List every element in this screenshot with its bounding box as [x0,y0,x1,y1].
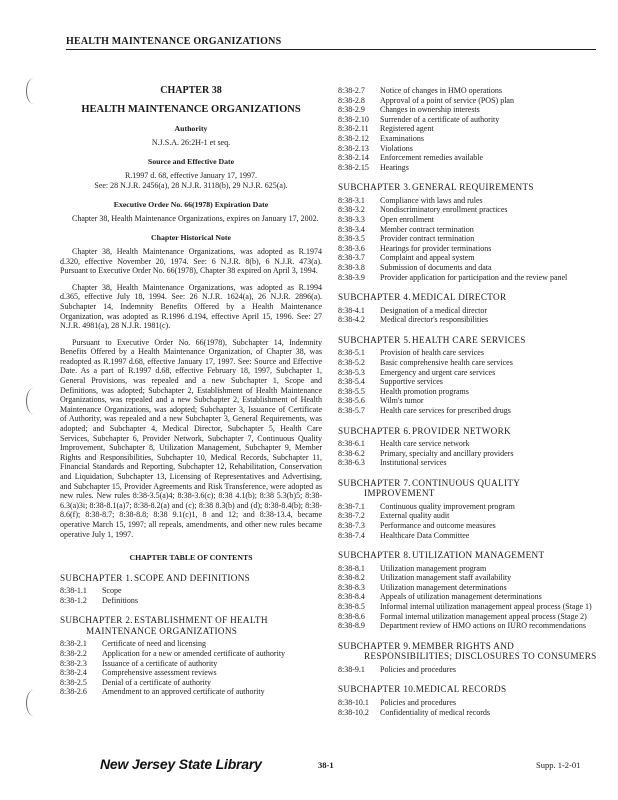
section-title: Definitions [102,595,138,605]
subchapter-label: SUBCHAPTER 10. [338,684,416,695]
toc-entry [338,708,598,718]
section-number: 8:38-7.2 [338,511,365,521]
toc-entry [338,358,598,368]
subchapter-heading [338,335,598,346]
section-number: 8:38-3.4 [338,224,365,234]
section-title: Provision of health care services [380,348,484,358]
section-list [338,665,598,675]
subchapter-label: SUBCHAPTER 5. [338,334,411,345]
header-rule [66,49,596,50]
subchapter-label: SUBCHAPTER 2. [60,615,133,626]
section-number: 8:38-8.4 [338,592,365,602]
subchapter-heading [338,641,598,662]
section-number: 8:38-6.1 [338,439,365,449]
toc-entry [338,196,598,206]
section-number: 8:38-3.8 [338,263,365,272]
section-number: 8:38-10.2 [338,707,369,717]
subchapter-title: ESTABLISHMENT OF HEALTH [134,615,268,626]
section-list [338,502,598,540]
section-number: 8:38-1.2 [60,595,87,605]
section-title: Approval of a point of service (POS) plan [380,95,514,105]
history-heading: Chapter Historical Note [151,233,231,243]
section-number: 8:38-8.9 [338,621,365,631]
toc-entry [338,406,598,416]
toc-entry [338,621,598,631]
section-number: 8:38-2.8 [338,95,365,105]
toc-entry [338,215,598,225]
subchapter-heading [338,426,598,437]
subchapter-heading [338,478,598,499]
section-title: Member contract termination [380,224,474,234]
toc-entry [338,234,598,244]
toc-entry [338,105,598,115]
section-list [338,439,598,468]
section-number: 8:38-5.1 [338,348,365,358]
section-title: Emergency and urgent care services [380,367,496,377]
toc-entry [338,153,598,163]
toc-entry [338,163,598,173]
subchapter-title: GENERAL REQUIREMENTS [412,182,534,193]
subchapter-title-continued: MAINTENANCE ORGANIZATIONS [86,625,238,636]
subchapter-title-continued: RESPONSIBILITIES; DISCLOSURES TO CONSUMERS [364,651,597,662]
toc-entry [60,649,322,659]
running-head: HEALTH MAINTENANCE ORGANIZATIONS [66,36,282,47]
toc-entry [338,225,598,235]
section-list [60,586,322,605]
section-title: Provider application for participation and the review panel [380,272,568,282]
section-title: Denial of a certificate of authority [102,677,212,687]
section-number: 8:38-4.1 [338,305,365,315]
section-title: Application for a new or amended certificate of authority [102,649,286,659]
section-number: 8:38-2.3 [60,658,87,668]
section-title: Utilization management determinations [380,582,507,592]
toc-entry [338,134,598,144]
section-number: 8:38-7.1 [338,501,365,511]
section-number: 8:38-2.4 [60,668,87,678]
source-line: R.1997 d. 68, effective January 17, 1997. [124,170,258,180]
toc-entry [338,521,598,531]
toc-entry [338,449,598,459]
section-number: 8:38-7.4 [338,530,365,540]
exec-order-heading: Executive Order No. 66(1978) Expiration Date [113,200,269,210]
subchapter-heading [60,573,322,584]
toc-entry [60,687,322,697]
section-title: Policies and procedures [380,664,456,674]
source-line: See: 28 N.J.R. 2456(a), 28 N.J.R. 3118(b), 29 N.J.R. 625(a). [94,180,288,190]
section-title: Supportive services [380,377,443,387]
section-title: Healthcare Data Committee [380,530,470,540]
section-list [338,306,598,325]
section-title: Nondiscriminatory enrollment practices [380,205,508,215]
toc-entry [338,511,598,521]
subchapter-heading [338,292,598,303]
section-title: Scope [102,586,122,596]
toc-entry [338,377,598,387]
punch-hole-mark [26,78,41,104]
subchapter-label: SUBCHAPTER 3. [338,182,411,193]
toc-entry [338,387,598,397]
toc-entry [338,665,598,675]
section-title: Institutional services [380,458,447,468]
section-title: Comprehensive assessment reviews [102,668,217,678]
toc-entry [338,273,598,283]
section-title: Designation of a medical director [380,305,488,315]
toc-entry [338,205,598,215]
section-number: 8:38-1.1 [60,586,87,596]
toc-entry [338,86,598,96]
section-number: 8:38-6.2 [338,448,365,458]
authority-text: N.J.S.A. 26:2H-1 et seq. [151,137,231,147]
left-column [60,86,322,697]
section-number: 8:38-5.3 [338,367,365,377]
subchapter-title: MEDICAL RECORDS [415,684,507,695]
page-number: 38-1 [318,760,334,770]
toc-entry [338,115,598,125]
section-title: Surrender of a certificate of authority [380,114,500,124]
section-title: Utilization management program [380,563,487,573]
section-number: 8:38-3.3 [338,215,365,225]
toc-entry [338,531,598,541]
toc-entry [338,396,598,406]
section-title: Hearings for provider terminations [380,243,492,253]
section-number: 8:38-9.1 [338,664,365,674]
section-number: 8:38-8.2 [338,573,365,583]
section-number: 8:38-3.6 [338,243,365,253]
subchapter-heading [338,684,598,695]
toc-entry [338,96,598,106]
toc-entry [338,144,598,154]
section-number: 8:38-2.14 [338,153,369,163]
section-title: External quality audit [380,511,450,521]
subchapter-title: MEMBER RIGHTS AND [412,640,515,651]
section-title: Registered agent [380,124,434,134]
toc-heading: CHAPTER TABLE OF CONTENTS [129,553,253,563]
section-title: Health promotion programs [380,386,469,396]
section-number: 8:38-2.7 [338,86,365,95]
toc-entry [338,502,598,512]
source-heading: Source and Effective Date [147,157,235,167]
section-number: 8:38-2.5 [60,677,87,687]
toc-entry [60,596,322,606]
subchapter-label: SUBCHAPTER 4. [338,292,411,303]
section-title: Open enrollment [380,215,434,225]
section-number: 8:38-2.2 [60,649,87,659]
toc-entry [338,439,598,449]
subchapter-label: SUBCHAPTER 7. [338,477,411,488]
section-title: Formal internal utilization management appeal process (Stage 2) [380,611,587,621]
subchapter-heading [338,550,598,561]
section-title: Health care service network [380,439,470,449]
toc-entry [338,315,598,325]
section-number: 8:38-2.6 [60,687,87,697]
section-list [338,564,598,631]
supplement-date: Supp. 1-2-01 [536,760,581,770]
section-number: 8:38-5.6 [338,396,365,406]
toc-entry [338,458,598,468]
section-title: Basic comprehensive health care services [380,357,513,367]
toc-entry [338,368,598,378]
punch-hole-mark [26,690,41,716]
section-title: Notice of changes in HMO operations [380,86,502,95]
toc-right [338,182,598,717]
section-title: Hearings [380,162,409,172]
section-title: Compliance with laws and rules [380,195,483,205]
section-number: 8:38-3.7 [338,253,365,263]
toc-entry [338,253,598,263]
section-number: 8:38-8.1 [338,563,365,573]
section-number: 8:38-3.2 [338,205,365,215]
section-title: Department review of HMO actions on IURO recommendations [380,621,586,631]
toc-entry [60,586,322,596]
library-stamp: New Jersey State Library [100,756,262,772]
subchapter-heading [338,182,598,193]
section-number: 8:38-2.12 [338,133,369,143]
section-title: Performance and outcome measures [380,521,496,530]
section-title: Changes in ownership interests [380,105,480,115]
section-list [338,348,598,415]
section-title: Informal internal utilization management appeal process (Stage 1) [380,602,592,612]
section-number: 8:38-5.2 [338,357,365,367]
section-title: Violations [380,143,413,153]
toc-entry [338,602,598,612]
section-number: 8:38-3.1 [338,195,365,205]
section-number: 8:38-3.5 [338,234,365,244]
toc-entry [338,612,598,622]
section-number: 8:38-5.4 [338,377,365,387]
toc-entry [338,263,598,273]
section-title: Provider contract termination [380,234,475,244]
section-title: Enforcement remedies available [380,153,484,163]
section-number: 8:38-6.3 [338,458,365,468]
exec-order-text: Chapter 38, Health Maintenance Organizations, expires on January 17, 2002. [72,213,319,223]
section-title: Wilm's tumor [380,396,424,406]
section-number: 8:38-2.10 [338,114,369,124]
section-number: 8:38-2.15 [338,162,369,172]
subchapter-label: SUBCHAPTER 1. [60,572,133,583]
toc-entry [338,244,598,254]
subchapter-title: CONTINUOUS QUALITY [412,477,521,488]
toc-entry [60,678,322,688]
section-number: 8:38-8.3 [338,582,365,592]
section-title: Health care services for prescribed drugs [380,405,511,415]
section-title: Continuous quality improvement program [380,501,515,511]
section-title: Certificate of need and licensing [102,639,206,649]
section-list [60,639,322,697]
history-paragraph: Pursuant to Executive Order No. 66(1978), Subchapter 14, Indemnity Benefits Offered by a Health Maintenance Organization, of Chapter 38, was readopted as R.1997 d.68, effective January 17, 1997. See: Source and Effective Date. As a part of R.1997 d.68, effective February 18, 1997, Subchapter 1, General Provisions, was repealed and a new Subchapter 1, Scope and Definitions, was adopted; Subchapter 2, Establishment of Health Maintenance Organizations, was repealed and a new Subchapter 2, Establishment of Health Maintenance Organizations, was adopted; Subchapter 3, Issuance of Certificate of Authority, was repealed and a new Subchapter 3, General Requirements, was adopted; and Subchapter 4, Medical Director, Subchapter 5, Health Care Services, Subchapter 6, Provider Network, Subchapter 7, Continuous Quality Improvement, Subchapter 8, Utilization Management, Subchapter 9, Member Rights and Responsibilities, Subchapter 10, Medical Records, Subchapter 11, Financial Standards and Reporting, Subchapter 12, Rehabilitation, Conservation and Liquidation, Subchapter 13, Licensing of Representatives and Advertising, and Subchapter 15, Provider Agreements and Risk Transference, were adopted as new rules. New rules 8:38-3.5(a)4; 8:38-3.6(c); 8:38 4.1(b); 8:38 5.3(b)5; 8:38-6.3(a)3i; 8:38-8.1(a)7; 8:38-8.2(a) and (c); 8:38 8.3(b) and (d); 8:38-8.4(b); 8:38-8.6(f); 8:38-8.7; 8:38-8.8; 8:38 9.1(c)1, 8 and 12; and 8:38-13.4, became operative March 15, 1997; all repeals, amendments, and other new rules became operative July 1, 1997. [60,337,322,539]
section-number: 8:38-4.2 [338,315,365,325]
subchapter-title: SCOPE AND DEFINITIONS [134,572,251,583]
section-title: Amendment to an approved certificate of authority [102,687,265,697]
subchapter-title: HEALTH CARE SERVICES [412,334,526,345]
toc-entry [60,668,322,678]
chapter-title: HEALTH MAINTENANCE ORGANIZATIONS [81,103,301,115]
subchapter-title: MEDICAL DIRECTOR [412,292,507,303]
section-title: Issuance of a certificate of authority [102,658,218,668]
authority-heading: Authority [174,124,208,134]
section-number: 8:38-7.3 [338,521,365,530]
section-number: 8:38-2.1 [60,639,87,649]
history-notes [60,247,322,539]
subchapter-label: SUBCHAPTER 8. [338,550,411,561]
toc-entry [338,583,598,593]
toc-entry [338,306,598,316]
section-number: 8:38-5.7 [338,405,365,415]
history-paragraph: Chapter 38, Health Maintenance Organizations, was adopted as R.1974 d.320, effective November 20, 1974. See: 6 N.J.R. 8(b), 6 N.J.R. 473(a). Pursuant to Executive Order No. 66(1978), Chapter 38 expired on April 3, 1994. [60,246,322,276]
subchapter-heading [60,615,322,636]
section-number: 8:38-8.5 [338,602,365,612]
history-paragraph: Chapter 38, Health Maintenance Organizations, was adopted as R.1994 d.365, effective July 18, 1994. See: 26 N.J.R. 1624(a), 26 N.J.R. 2896(a). Subchapter 14, Indemnity Benefits Offered by a Health Maintenance Organization, was adopted as R.1996 d.194, effective April 15, 1996. See: 27 N.J.R. 4981(a), 28 N.J.R. 1981(c). [60,282,322,331]
punch-hole-mark [26,388,41,414]
subchapter-title: UTILIZATION MANAGEMENT [412,550,545,561]
section-number: 8:38-8.6 [338,611,365,621]
right-column [338,86,598,717]
section-number: 8:38-3.9 [338,272,365,282]
toc-entry [338,573,598,583]
toc-entry [60,639,322,649]
subchapter-label: SUBCHAPTER 9. [338,640,411,651]
section-title: Appeals of utilization management determinations [380,592,542,602]
section-title: Medical director's responsibilities [380,315,489,325]
subchapter-label: SUBCHAPTER 6. [338,425,411,436]
toc-entry [338,348,598,358]
section-number: 8:38-10.1 [338,697,369,707]
toc-entry [338,564,598,574]
toc-entry [60,659,322,669]
section-number: 8:38-2.13 [338,143,369,153]
toc-entry [338,592,598,602]
section-number: 8:38-2.9 [338,105,365,115]
subchapter-title: PROVIDER NETWORK [412,425,511,436]
toc-continued-sections [338,86,598,172]
toc-entry [338,698,598,708]
section-title: Utilization management staff availability [380,573,512,583]
section-title: Submission of documents and data [380,263,492,272]
section-title: Complaint and appeal system [380,253,475,263]
subchapter-title-continued: IMPROVEMENT [364,488,435,499]
section-title: Examinations [380,133,424,143]
section-list [338,196,598,282]
section-list [338,698,598,717]
toc-left [60,573,322,697]
section-title: Primary, specialty and ancillary providers [380,448,514,458]
section-title: Confidentiality of medical records [380,707,490,717]
chapter-label: CHAPTER 38 [160,85,222,96]
section-number: 8:38-5.5 [338,386,365,396]
section-title: Policies and procedures [380,697,456,707]
section-number: 8:38-2.11 [338,124,369,134]
toc-entry [338,124,598,134]
